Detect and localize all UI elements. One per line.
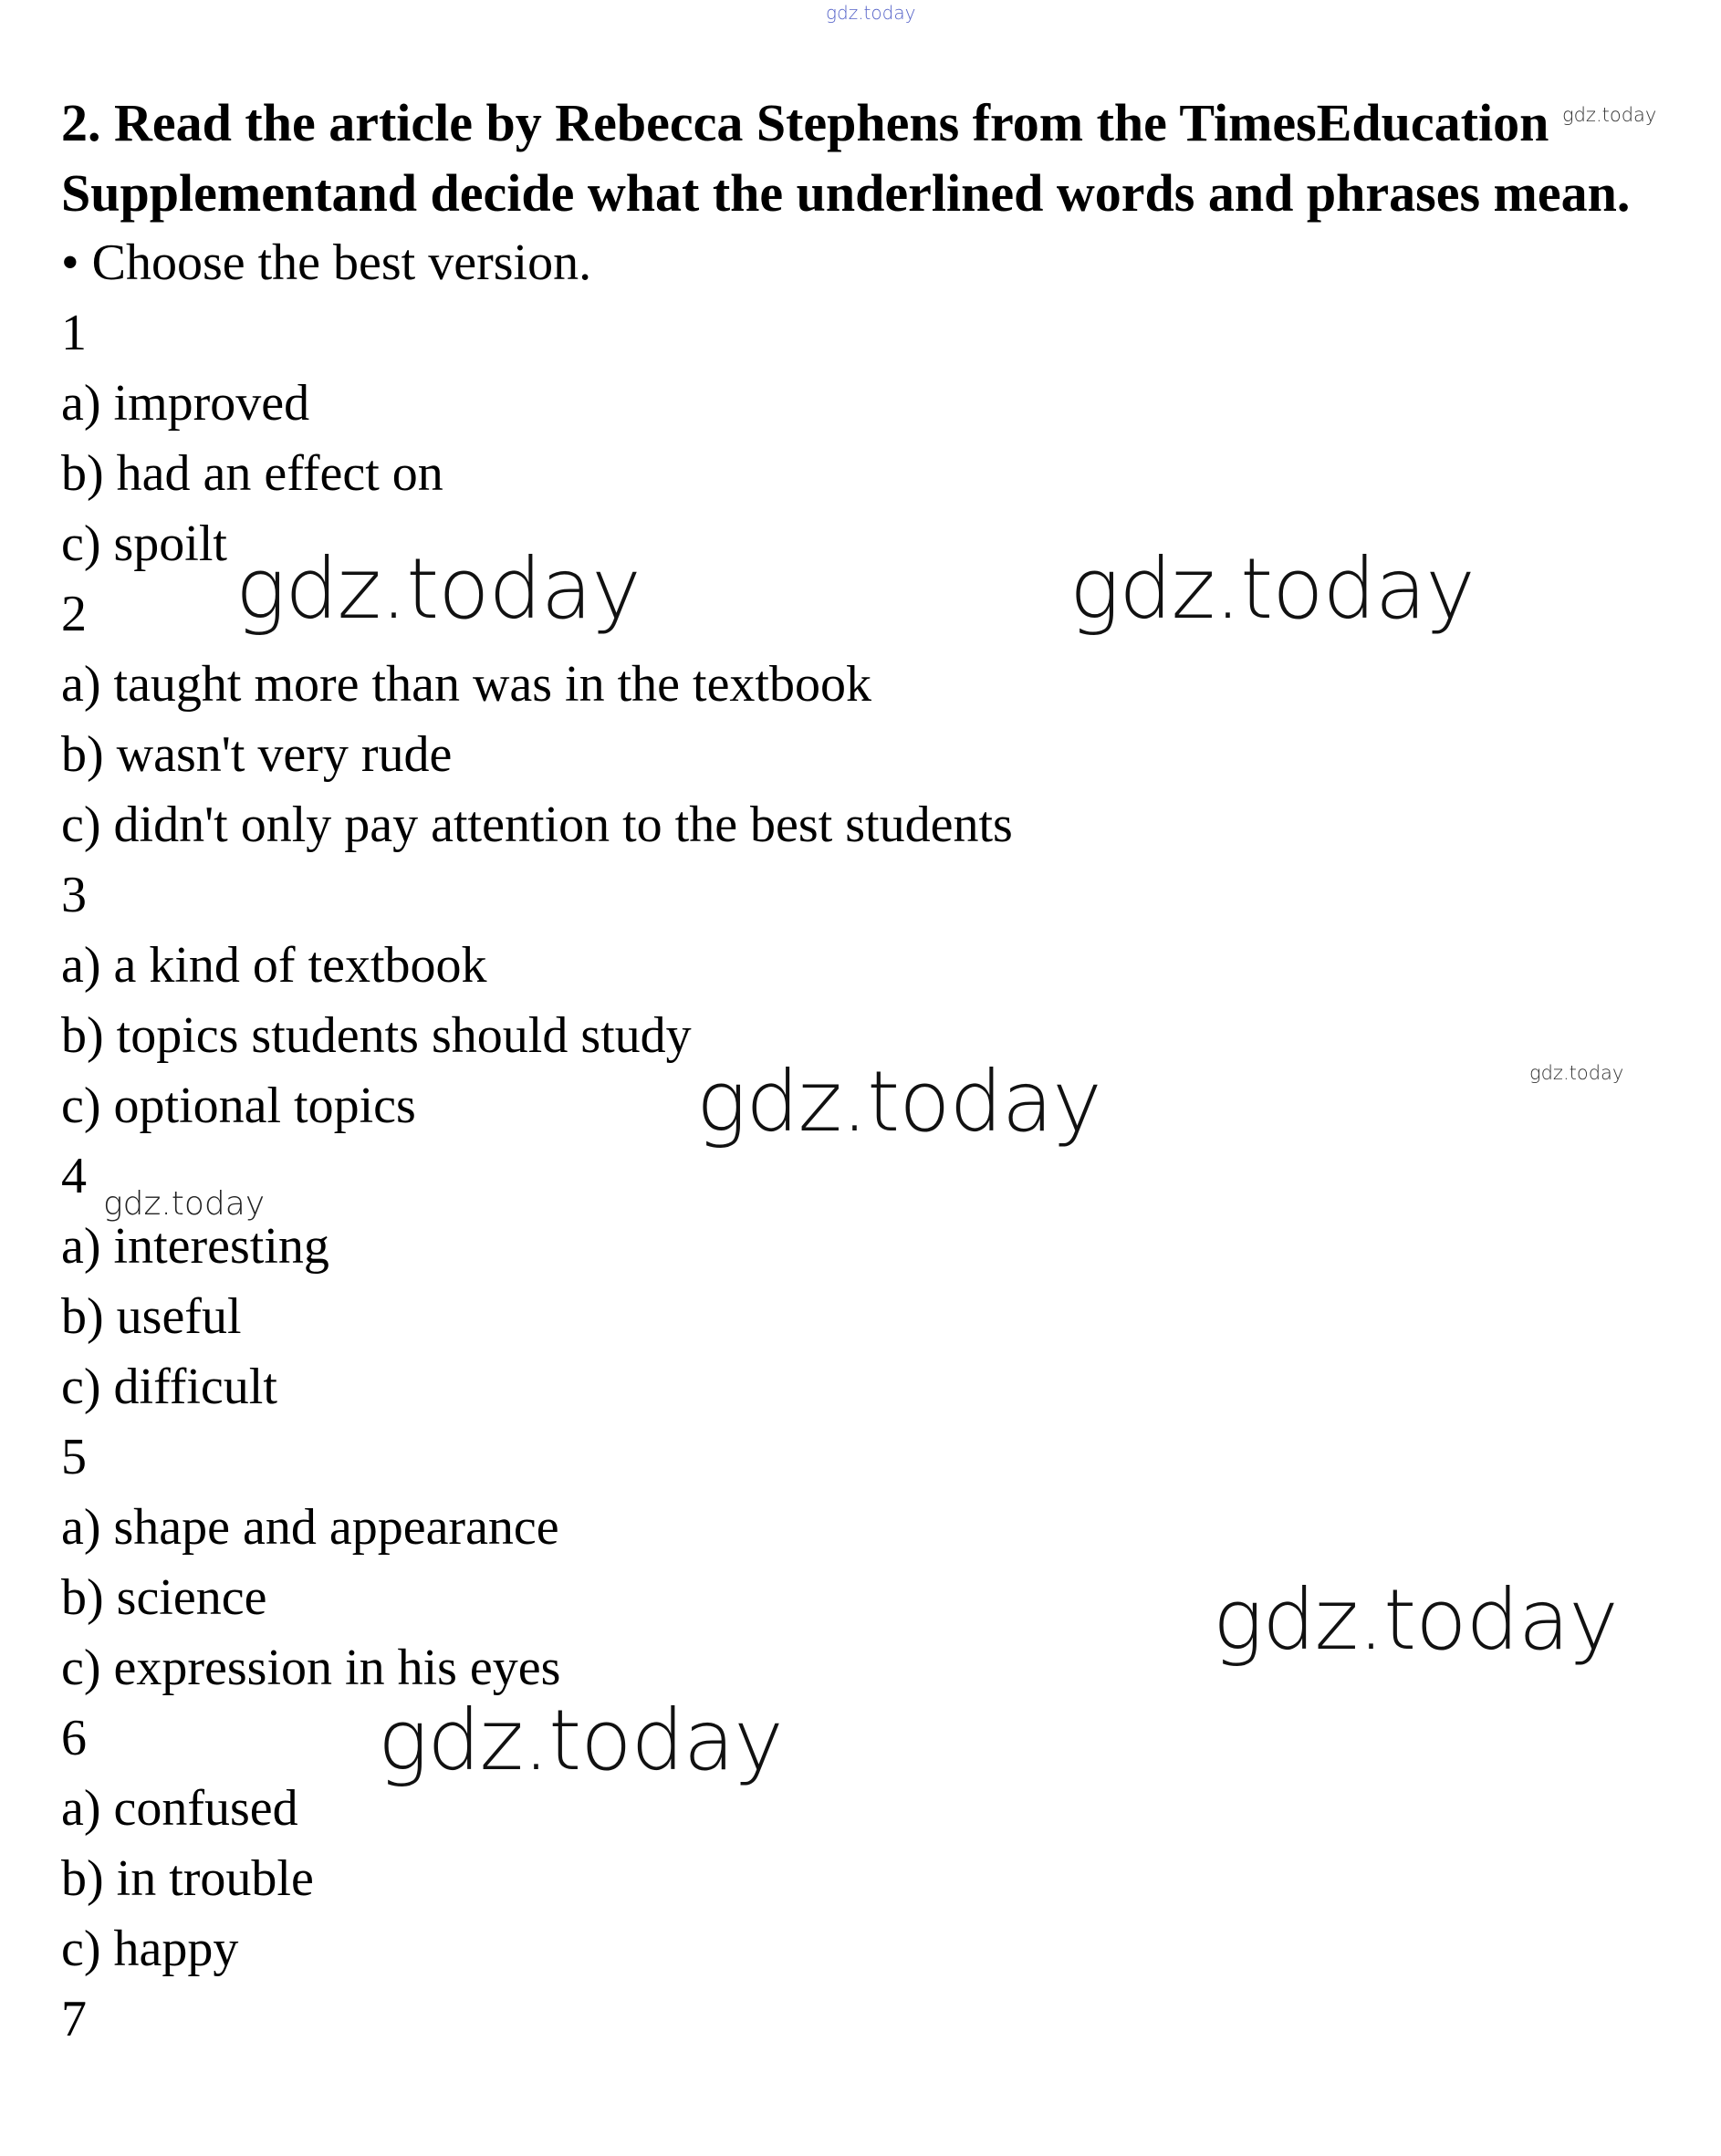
question-number: 6 [61, 1710, 87, 1766]
question-number: 1 [61, 305, 87, 361]
answer-option: a) confused [61, 1780, 298, 1837]
answer-option: c) expression in his eyes [61, 1640, 561, 1696]
answer-option: b) in trouble [61, 1850, 314, 1907]
watermark: gdz.today [103, 1185, 266, 1223]
watermark: gdz.today [1529, 1062, 1624, 1084]
watermark: gdz.today [696, 1053, 1101, 1151]
answer-option: b) topics students should study [61, 1007, 692, 1064]
answer-option: c) happy [61, 1921, 239, 1977]
question-number: 5 [61, 1429, 87, 1485]
watermark: gdz.today [1562, 104, 1657, 126]
answer-option: b) had an effect on [61, 445, 443, 502]
answer-option: c) difficult [61, 1359, 277, 1415]
answer-option: b) science [61, 1569, 267, 1626]
answer-option: a) a kind of textbook [61, 937, 487, 994]
exercise-heading-line-1: 2. Read the article by Rebecca Stephens from the TimesEducation [61, 93, 1549, 152]
header-watermark: gdz.today [826, 2, 916, 24]
watermark: gdz.today [1069, 540, 1475, 638]
answer-option: a) shape and appearance [61, 1499, 559, 1556]
question-number: 3 [61, 867, 87, 923]
question-number: 4 [61, 1148, 87, 1204]
exercise-heading-line-2: Supplementand decide what the underlined words and phrases mean. [61, 163, 1631, 223]
answer-option: a) improved [61, 375, 310, 432]
answer-option: c) didn't only pay attention to the best students [61, 797, 1013, 853]
answer-option: c) optional topics [61, 1078, 416, 1134]
answer-option: c) spoilt [61, 516, 227, 572]
question-number: 2 [61, 586, 87, 642]
answer-option: a) interesting [61, 1218, 329, 1275]
answer-option: a) taught more than was in the textbook [61, 656, 871, 713]
watermark: gdz.today [378, 1692, 783, 1789]
watermark: gdz.today [1213, 1571, 1618, 1669]
instruction: • Choose the best version. [61, 234, 592, 291]
answer-option: b) wasn't very rude [61, 726, 453, 783]
watermark: gdz.today [235, 540, 641, 638]
question-number: 7 [61, 1991, 87, 2047]
answer-option: b) useful [61, 1288, 242, 1345]
